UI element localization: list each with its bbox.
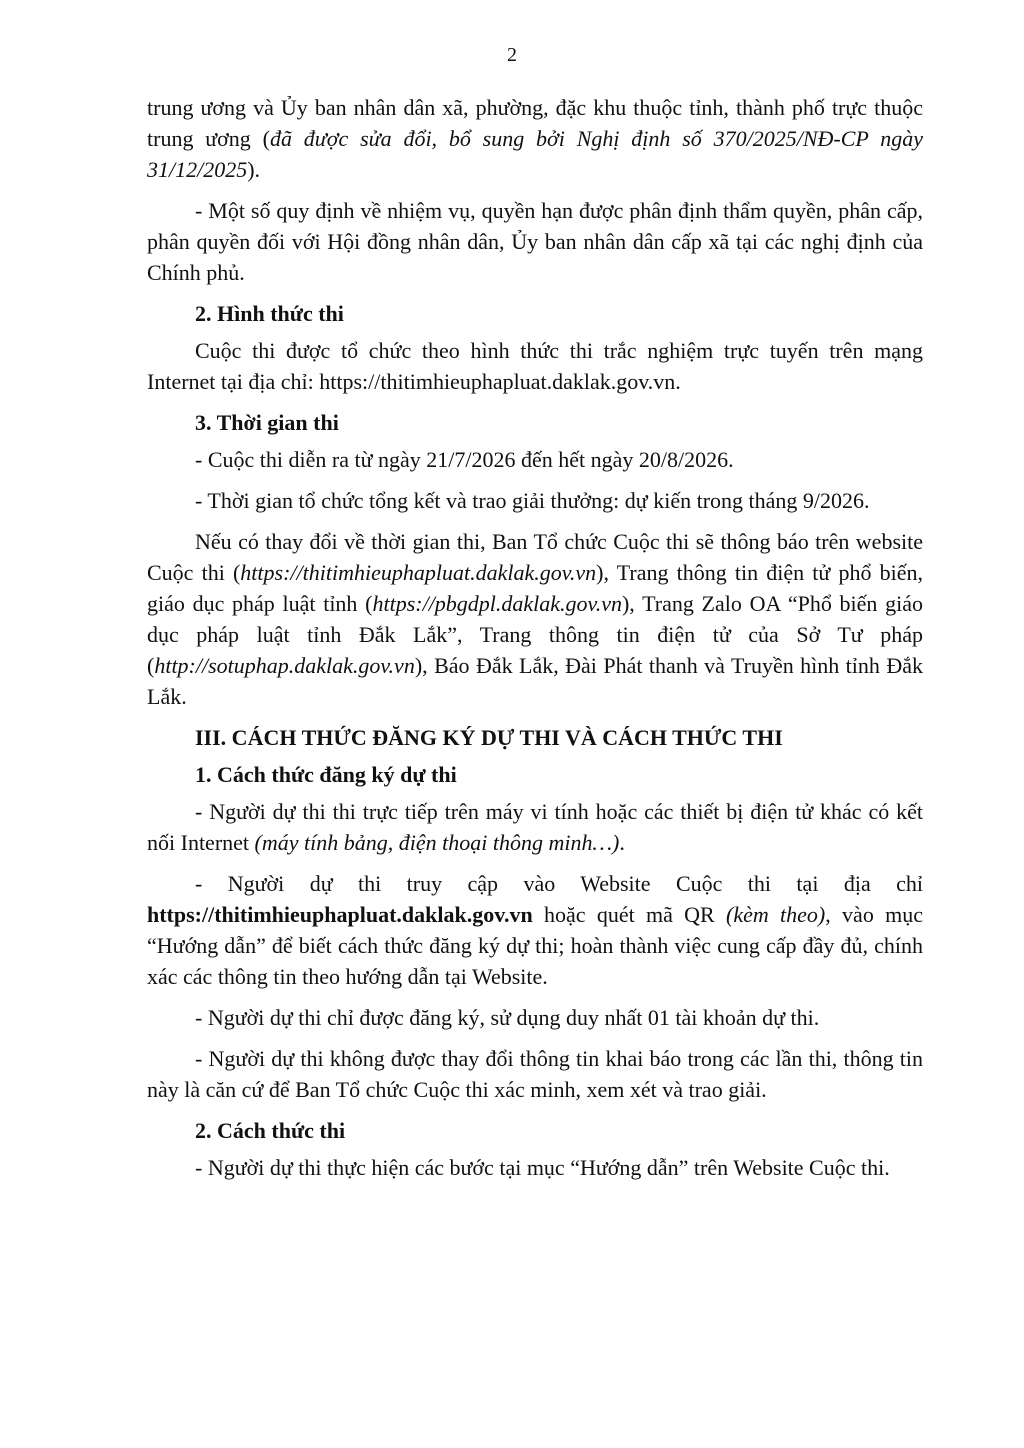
paragraph (147, 92, 923, 185)
section-heading: III. CÁCH THỨC ĐĂNG KÝ DỰ THI VÀ CÁCH THỨC THI (195, 725, 783, 750)
text-run: hoặc quét mã QR (532, 902, 727, 927)
text-run: . (619, 830, 625, 855)
paragraph (147, 1152, 923, 1183)
document-body (147, 92, 923, 1193)
italic-text: (kèm theo) (726, 902, 826, 927)
text-run: - Người dự thi truy cập vào Website Cuộc thi tại địa chỉ (195, 871, 923, 896)
paragraph (147, 444, 923, 475)
subsection-heading: 3. Thời gian thi (195, 410, 339, 435)
paragraph (147, 868, 923, 992)
paragraph (147, 195, 923, 288)
page-number: 2 (507, 44, 517, 66)
subsection-heading: 2. Cách thức thi (195, 1118, 346, 1143)
paragraph (147, 1002, 923, 1033)
paragraph (147, 526, 923, 712)
subsection-heading: 1. Cách thức đăng ký dự thi (195, 762, 457, 787)
italic-text: đã được sửa đổi, bổ sung bởi Nghị định số 370/2025/NĐ-CP ngày 31/12/2025 (147, 126, 923, 182)
italic-text: https://thitimhieuphapluat.daklak.gov.vn (240, 560, 597, 585)
text-run: Nếu có thay đổi về thời gian thi, Ban Tổ chức Cuộc thi sẽ thông báo trên website Cuộc thi ( (147, 529, 923, 585)
italic-text: http://sotuphap.daklak.gov.vn (154, 653, 415, 678)
text-run: ), Trang thông tin điện tử phổ biến, giáo dục pháp luật tỉnh ( (147, 560, 923, 616)
text-run: - Người dự thi thi trực tiếp trên máy vi tính hoặc các thiết bị điện tử khác có kết nối Internet (147, 799, 923, 855)
subsection-heading: 2. Hình thức thi (195, 301, 344, 326)
text-run: - Người dự thi không được thay đổi thông tin khai báo trong các lần thi, thông tin này là căn cứ để Ban Tổ chức Cuộc thi xác minh, xem xét và trao giải. (147, 1046, 923, 1102)
text-run: Cuộc thi được tổ chức theo hình thức thi trắc nghiệm trực tuyến trên mạng Internet tại địa chỉ: https://thitimhieuphapluat.daklak.gov.vn. (147, 338, 923, 394)
text-run: trung ương và Ủy ban nhân dân xã, phường, đặc khu thuộc tỉnh, thành phố trực thuộc trung ương ( (147, 95, 923, 151)
text-run: ). (247, 157, 261, 182)
text-run: , vào mục “Hướng dẫn” để biết cách thức đăng ký dự thi; hoàn thành việc cung cấp đầy đủ, chính xác các thông tin theo hướng dẫn tại Website. (147, 902, 923, 989)
italic-text: (máy tính bảng, điện thoại thông minh…) (254, 830, 620, 855)
italic-text: https://pbgdpl.daklak.gov.vn (372, 591, 622, 616)
text-run: - Người dự thi chỉ được đăng ký, sử dụng duy nhất 01 tài khoản dự thi. (195, 1005, 820, 1030)
text-run: - Một số quy định về nhiệm vụ, quyền hạn được phân định thẩm quyền, phân cấp, phân quyền đối với Hội đồng nhân dân, Ủy ban nhân dân cấp xã tại các nghị định của Chính phủ. (147, 198, 923, 285)
text-run: ), Trang Zalo OA “Phổ biến giáo dục pháp luật tỉnh Đắk Lắk”, Trang thông tin điện tử của Sở Tư pháp ( (147, 591, 923, 678)
bold-text: https://thitimhieuphapluat.daklak.gov.vn (147, 902, 533, 927)
paragraph (147, 485, 923, 516)
paragraph (147, 796, 923, 858)
paragraph (147, 335, 923, 397)
paragraph (147, 1043, 923, 1105)
text-run: - Thời gian tổ chức tổng kết và trao giải thưởng: dự kiến trong tháng 9/2026. (195, 488, 870, 513)
text-run: ), Báo Đắk Lắk, Đài Phát thanh và Truyền hình tỉnh Đắk Lắk. (147, 653, 923, 709)
text-run: - Người dự thi thực hiện các bước tại mục “Hướng dẫn” trên Website Cuộc thi. (195, 1155, 890, 1180)
text-run: - Cuộc thi diễn ra từ ngày 21/7/2026 đến hết ngày 20/8/2026. (195, 447, 734, 472)
